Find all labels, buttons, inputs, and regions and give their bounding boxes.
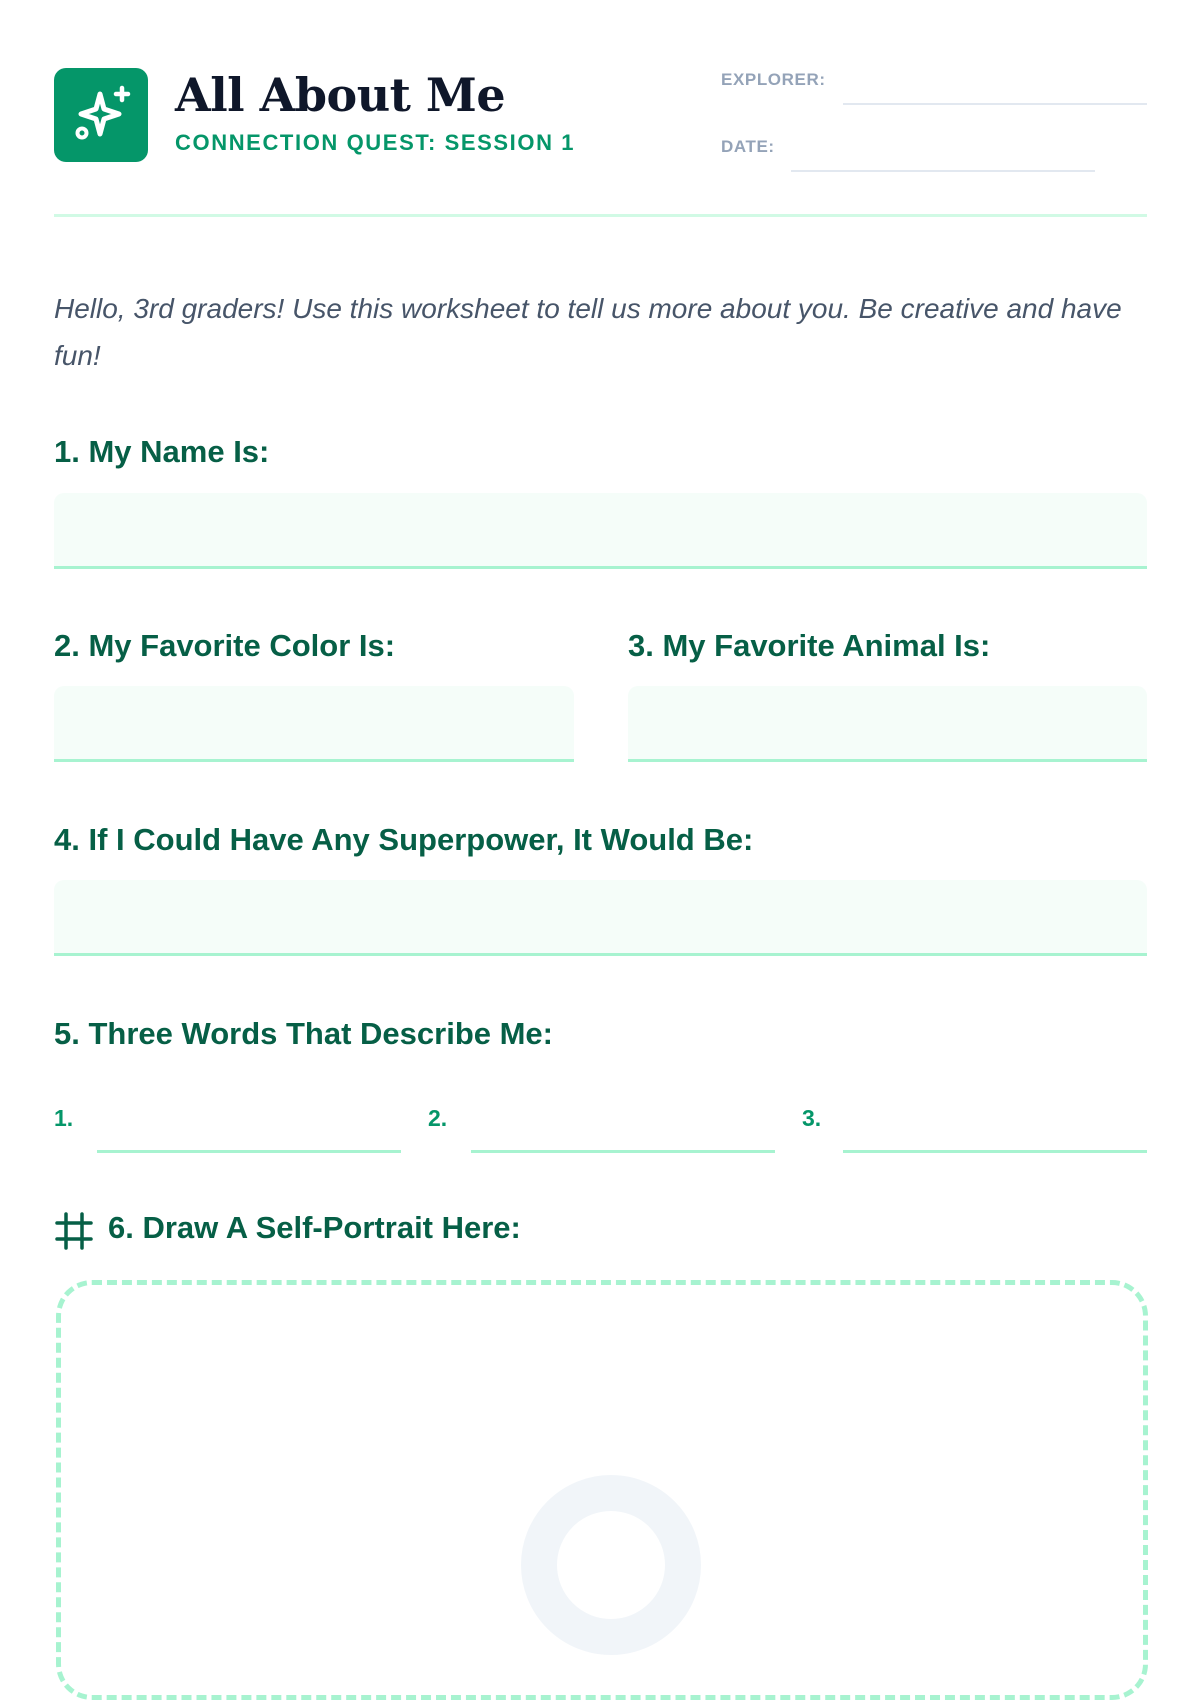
intro-text: Hello, 3rd graders! Use this worksheet to tell us more about you. Be creative and have fun! <box>54 293 1122 371</box>
explorer-label: EXPLORER: <box>721 70 826 89</box>
question-animal-label: 3. My Favorite Animal Is: <box>628 628 991 663</box>
word-number-3: 3. <box>802 1105 822 1131</box>
question-portrait-label: 6. Draw A Self-Portrait Here: <box>108 1210 521 1245</box>
question-name-label: 1. My Name Is: <box>54 434 270 469</box>
portrait-placeholder-icon <box>521 1475 701 1655</box>
animal-answer-field[interactable] <box>628 686 1147 762</box>
portrait-drawing-area[interactable] <box>56 1280 1148 1700</box>
page-subtitle: CONNECTION QUEST: SESSION 1 <box>175 130 576 155</box>
word-number-1: 1. <box>54 1105 74 1131</box>
color-answer-field[interactable] <box>54 686 574 762</box>
question-superpower-label: 4. If I Could Have Any Superpower, It Would Be: <box>54 822 754 857</box>
date-label: DATE: <box>721 137 775 156</box>
page-title: All About Me <box>175 68 506 122</box>
name-answer-field[interactable] <box>54 493 1147 569</box>
worksheet <box>54 0 1147 1600</box>
sparkles-icon <box>54 68 148 162</box>
word-field-2[interactable] <box>471 1150 775 1153</box>
frame-icon <box>54 1211 94 1256</box>
word-number-2: 2. <box>428 1105 448 1131</box>
explorer-field[interactable] <box>843 103 1147 105</box>
question-color-label: 2. My Favorite Color Is: <box>54 628 396 663</box>
header-divider <box>54 214 1147 217</box>
superpower-answer-field[interactable] <box>54 880 1147 956</box>
word-field-3[interactable] <box>843 1150 1147 1153</box>
word-field-1[interactable] <box>97 1150 401 1153</box>
date-field[interactable] <box>791 170 1095 172</box>
question-words-label: 5. Three Words That Describe Me: <box>54 1016 553 1051</box>
